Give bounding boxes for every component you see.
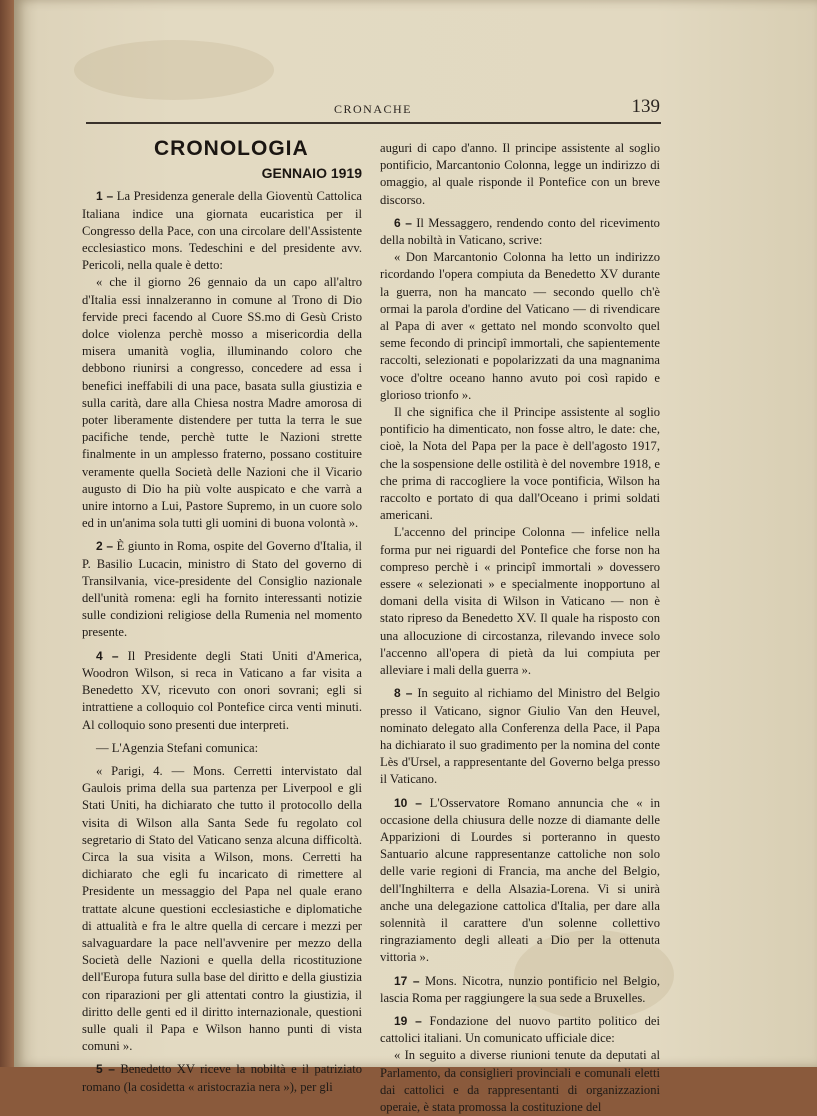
- running-title: CRONACHE: [333, 102, 412, 116]
- entry-text: Il Messaggero, rendendo conto del ricevimento della nobiltà in Vaticano, scrive:: [380, 215, 660, 248]
- entry-number: 5 –: [96, 1062, 115, 1077]
- entry-text: « Don Marcantonio Colonna ha letto un indirizzo ricordando l'opera compiuta da Benedetto XV durante la guerra, non ha mancato — secondo quello ch'è ormai la parola d'ordine del Vaticano — di rivendicare al Papa di aver « gettato nel mondo sconvolto quel seme fecondo di principî immortali, che sapientemente raccolti, selezionati e popolarizzati da una magnanima voce d'oltre oceano hanno avuto poi così rapido e glorioso trionfo ».: [380, 250, 660, 402]
- entry-text: È giunto in Roma, ospite del Governo d'Italia, il P. Basilio Lucacin, ministro di Stato del governo di Transilvania, vice-presidente del Consiglio nazionale dell'unità romena: egli ha fornito interessanti notizie sulle condizioni religiose della Rumenia nel momento presente.: [82, 539, 362, 640]
- entry-paragraph: [380, 973, 660, 1007]
- running-head: [86, 96, 660, 124]
- entry-number: 1 –: [96, 189, 114, 204]
- entry-number: 10 –: [394, 795, 422, 810]
- body-paragraph: [380, 404, 660, 524]
- entry-number: 19 –: [394, 1013, 422, 1028]
- entry-number: 17 –: [394, 973, 420, 988]
- entry-text: In seguito al richiamo del Ministro del Belgio presso il Vaticano, signor Giulio Van den Heuvel, nominato delegato alla Conferenza della Pace, il Papa ha dichiarato il suo gradimento per la nomina del conte Lès d'Ursel, a rappresentante del Governo belga presso il Vaticano.: [380, 686, 660, 787]
- entry-text: Benedetto XV riceve la nobiltà e il patriziato romano (la cosidetta « aristocrazia nera »), per gli: [82, 1062, 362, 1094]
- entry-text: Fondazione del nuovo partito politico dei cattolici italiani. Un comunicato ufficiale dice:: [380, 1013, 660, 1046]
- entry-text: Mons. Nicotra, nunzio pontificio nel Belgio, lascia Roma per raggiungere la sua sede a Bruxelles.: [380, 973, 660, 1005]
- page-number: 139: [631, 96, 660, 117]
- entry-paragraph: [82, 538, 362, 641]
- entry-paragraph: [82, 648, 362, 734]
- entry-paragraph: [380, 1013, 660, 1047]
- entry-text: La Presidenza generale della Gioventù Cattolica Italiana indice una giornata eucaristica per il Congresso della Pace, con una circolare dell'Assistente ecclesiastico mons. Tedeschini e del presidente avv. Pericoli, nella quale è detto:: [82, 189, 363, 273]
- entry-text: « che il giorno 26 gennaio da un capo all'altro d'Italia essi innalzeranno in comune al Trono di Dio fervide preci facendo al Cuore SS.mo di Gesù Cristo dolce violenza perchè mosso a misericordia della misera umanità voglia, illuminando coloro che debbono riunirsi a congresso, concedere ad essa i benefici ineffabili di una pace, basata sulla giustizia e sulla carità, dare alla Chiesa nostra Madre amorosa di poter liberamente distendere per tutta la terra le sue pacifiche tende, perchè tutte le Nazioni strette finalmente in un amplesso fraterno, possano costituire veramente quella Società delle Nazioni che il Vicario augusto di Dio ha più volte auspicato e che varrà a unire intorno a Lui, Pastore Supremo, in un cuore solo ed in un'anima sola tutti gli uomini di buona volontà ».: [82, 275, 362, 531]
- entry-text: L'accenno del principe Colonna — infelice nella forma pur nei riguardi del Pontefice che forse non ha compreso perchè i « principî immortali » dovessero essere « selezionati » e specialmente inopportuno al domani della visita di Wilson in Vaticano — non è stato ripreso da Benedetto XV. Il quale ha risposto con una allocuzione di circostanza, rilevando invece solo l'accenno all'opera di pietà da lui compiuta per alleviare i mali della guerra ».: [380, 525, 660, 678]
- entry-number: 4 –: [96, 648, 119, 663]
- quote-paragraph: [82, 763, 362, 1055]
- body-paragraph: [380, 524, 660, 679]
- entry-text: — L'Agenzia Stefani comunica:: [96, 740, 259, 755]
- entry-number: 2 –: [96, 539, 114, 554]
- entry-paragraph: [380, 795, 660, 967]
- entry-text: Il che significa che il Principe assistente al soglio pontificio ha dimenticato, non fosse altro, le date: che, cioè, la Nota del Papa per la pace è dell'agosto 1917, che la sospensione delle ostilità è del novembre 1918, e che prima di raccogliere la voce pontificia, Wilson ha raccolto e portato di qua dall'Oceano i primi soldati americani.: [380, 405, 660, 523]
- quote-paragraph: [380, 1047, 660, 1116]
- paper-stain: [74, 40, 274, 100]
- entry-text: L'Osservatore Romano annuncia che « in occasione della chiusura delle nozze di diamante delle Apparizioni di Lourdes si porteranno in questo Santuario alcune rappresentanze cattoliche non solo delle varie regioni di Francia, ma anche del Belgio, dell'Inghilterra e della Alsazia-Lorena. Vi si unirà anche una delegazione cattolica d'Italia, per dare alla solennità il carattere d'un solenne collettivo ringraziamento degli alleati a Dio per la ottenuta vittoria ».: [380, 795, 660, 965]
- entry-paragraph: [380, 215, 660, 249]
- book-spine: [0, 0, 14, 1067]
- month-heading: GENNAIO 1919: [261, 165, 362, 182]
- entry-text: Il Presidente degli Stati Uniti d'America, Woodron Wilson, si reca in Vaticano a far visita a Benedetto XV, ricevuto con onori sovrani; egli si intrattiene a colloquio col Pontefice circa venti minuti. Al colloquio sono presenti due interpreti.: [82, 648, 362, 732]
- entry-text: « Parigi, 4. — Mons. Cerretti intervistato dal Gaulois prima della sua partenza per Liverpool e gli Stati Uniti, ha dichiarato che tutto il protocollo della visita di Wilson alla Santa Sede fu regolato col segretario di Stato del Vaticano senza alcuna difficoltà. Circa la sua visita a Wilson, mons. Cerretti ha dichiarato che egli fu incaricato di rimettere al Presidente un messaggio del Papa nel quale erano trattate alcune questioni ecclesiastiche e diplomatiche di attualità e fra le altre quella di cercare i mezzi per salvaguardare la pace nell'avvenire per mezzo della Società delle Nazioni e quella della ricostituzione dell'Europa futura sulla base del diritto e della giustizia con riparazioni per gli attentati contro la giustizia, il diritto delle genti ed il diritto internazionale, questioni sulle quali il Papa e Wilson hanno punti di vista comuni ».: [82, 763, 362, 1054]
- entry-text: « In seguito a diverse riunioni tenute da deputati al Parlamento, da consiglieri provinciali e comunali eletti dai cattolici e da rappresentanti di organizzazioni operaie, è stata promossa la costituzione del: [380, 1048, 660, 1114]
- quote-paragraph: [82, 274, 362, 532]
- header-rule: [86, 122, 661, 124]
- entry-paragraph: [82, 188, 362, 274]
- entry-number: 6 –: [394, 215, 412, 230]
- entry-number: 8 –: [394, 686, 413, 701]
- quote-paragraph: [380, 249, 660, 404]
- entry-paragraph: [380, 685, 660, 788]
- left-column: [82, 137, 363, 1096]
- entry-paragraph: [82, 740, 362, 757]
- continued-paragraph: [380, 140, 660, 209]
- right-column: [380, 140, 660, 1116]
- page-title: CRONOLOGIA: [154, 137, 309, 160]
- entry-text: auguri di capo d'anno. Il principe assistente al soglio pontificio, Marcantonio Colonna, legge un indirizzo di omaggio, al quale risponde il Pontefice con un breve discorso.: [380, 141, 660, 207]
